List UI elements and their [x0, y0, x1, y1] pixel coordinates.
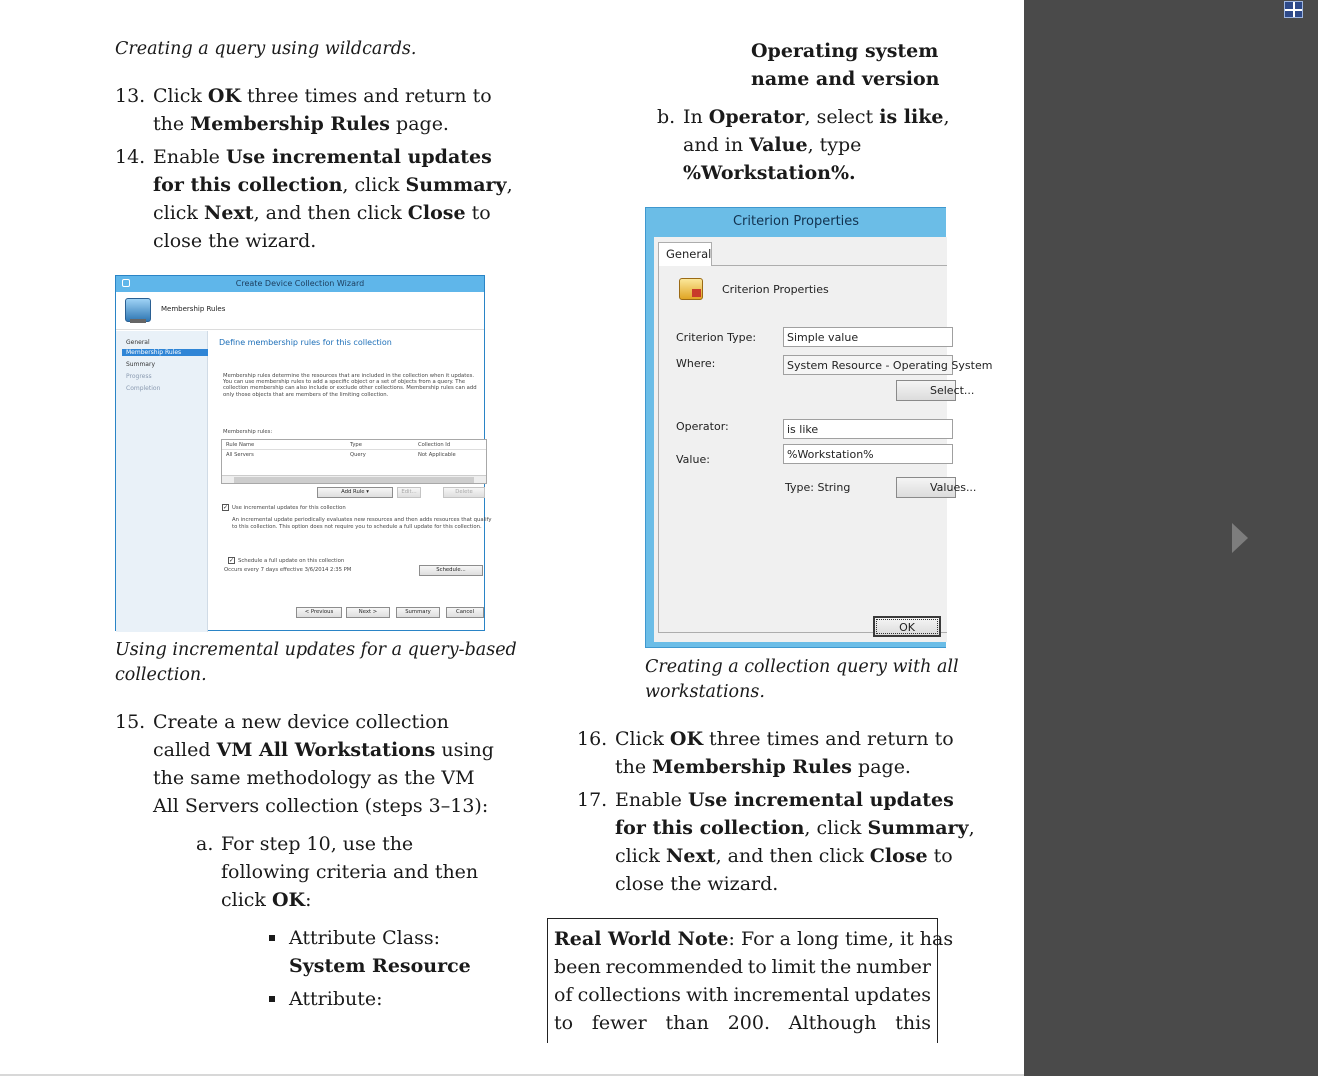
step-17-line-3: click Next, and then click Close to: [615, 845, 953, 867]
schedule-button[interactable]: Schedule...: [419, 565, 483, 576]
step-15a-line-2: following criteria and then: [221, 861, 479, 883]
incremental-updates-checkbox[interactable]: ✓: [223, 504, 229, 511]
table-cell[interactable]: Query: [350, 452, 366, 458]
viewer-background: [1024, 0, 1318, 1076]
note-line-4: to fewer than 200. Although this: [554, 1012, 931, 1034]
where-field[interactable]: System Resource - Operating System: [783, 355, 953, 375]
wizard-screenshot: [115, 275, 492, 631]
step-16-number: 16.: [577, 728, 608, 750]
step-14-line-2: for this collection, click Summary,: [153, 174, 513, 196]
query-criterion-icon: [679, 278, 703, 300]
step-15a-line-3: click OK:: [221, 889, 312, 911]
wizard-nav-progress: Progress: [126, 373, 152, 380]
wizard-header-title: Membership Rules: [161, 305, 226, 313]
wizard-nav-completion: Completion: [126, 385, 161, 392]
step-14-line-3: click Next, and then click Close to: [153, 202, 491, 224]
next-button[interactable]: Next >: [346, 607, 390, 618]
step-b-line-3: %Workstation%.: [683, 162, 856, 184]
step-17-number: 17.: [577, 789, 608, 811]
incremental-desc-2: to this collection. This option does not require you to schedule a full update for this collection.: [232, 524, 482, 530]
caption-wildcards: Creating a query using wildcards.: [115, 39, 417, 59]
membership-rules-label: Membership rules:: [223, 429, 273, 435]
step-b-line-1: In Operator, select is like,: [683, 106, 950, 128]
col-type[interactable]: Type: [350, 442, 362, 448]
caption-criterion-2: workstations.: [645, 682, 765, 702]
wizard-titlebar: [116, 276, 484, 292]
criterion-dialog-title: Criterion Properties: [732, 214, 860, 229]
type-string-label: Type: String: [785, 481, 851, 494]
step-14-line-1: Enable Use incremental updates: [153, 146, 492, 168]
summary-button[interactable]: Summary: [396, 607, 440, 618]
table-scrollbar[interactable]: [222, 475, 486, 483]
step-b-letter: b.: [657, 106, 676, 128]
step-13-line-2: the Membership Rules page.: [153, 113, 449, 135]
wizard-description: Membership rules determine the resources that are included in the collection when it updates. You can use membership rules to add a specific object or a set of objects from a query. The collection membership can also include or exclude other collections. Membership rules can add only those objects that are members of the limiting collection.: [223, 373, 477, 398]
step-17-line-4: close the wizard.: [615, 873, 779, 895]
where-label: Where:: [676, 357, 716, 370]
table-cell[interactable]: Not Applicable: [418, 452, 456, 458]
operator-select[interactable]: is like: [783, 419, 953, 439]
note-line-2: been recommended to limit the number: [554, 956, 931, 978]
heading-os-line-1: Operating system: [751, 40, 939, 62]
values-button[interactable]: Values...: [896, 477, 956, 498]
step-13-number: 13.: [115, 85, 146, 107]
bullet-attribute-class-value: System Resource: [289, 955, 471, 977]
edit-button[interactable]: Edit...: [397, 487, 421, 498]
wizard-title: Create Device Collection Wizard: [235, 279, 365, 288]
criterion-panel: [658, 265, 993, 633]
criterion-dialog-body: [654, 237, 993, 642]
step-15a-letter: a.: [196, 833, 214, 855]
heading-os-line-2: name and version: [751, 68, 940, 90]
value-label: Value:: [676, 453, 710, 466]
real-world-note: [547, 918, 954, 1043]
col-rule-name[interactable]: Rule Name: [226, 442, 255, 448]
step-15-line-3: the same methodology as the VM: [153, 767, 475, 789]
wizard-heading: Define membership rules for this collection: [219, 338, 392, 347]
add-rule-button[interactable]: Add Rule ▾: [317, 487, 393, 498]
criterion-dialog-screenshot: [645, 207, 993, 648]
select-button[interactable]: Select...: [896, 380, 956, 401]
wizard-nav-general[interactable]: General: [126, 339, 150, 346]
step-17-line-2: for this collection, click Summary,: [615, 817, 975, 839]
ok-button[interactable]: OK: [873, 616, 941, 637]
criterion-panel-title: Criterion Properties: [722, 283, 829, 296]
wizard-nav-membership-rules[interactable]: Membership Rules: [122, 349, 208, 356]
wizard-nav-summary[interactable]: Summary: [126, 361, 155, 368]
bullet-attribute-label: Attribute:: [289, 988, 383, 1010]
step-16-line-2: the Membership Rules page.: [615, 756, 911, 778]
schedule-description: Occurs every 7 days effective 3/6/2014 2:35 PM: [224, 567, 352, 573]
step-15-line-2: called VM All Workstations using: [153, 739, 494, 761]
computer-icon: [125, 298, 151, 322]
step-15-line-1: Create a new device collection: [153, 711, 449, 733]
step-16-line-1: Click OK three times and return to: [615, 728, 954, 750]
tab-general[interactable]: General: [658, 242, 712, 266]
wizard-header: [116, 292, 484, 330]
note-line-3: of collections with incremental updates: [554, 984, 931, 1006]
cancel-button[interactable]: Cancel: [446, 607, 484, 618]
criterion-type-select[interactable]: Simple value: [783, 327, 953, 347]
col-collection-id[interactable]: Collection Id: [418, 442, 451, 448]
caption-wizard-1: Using incremental updates for a query-based: [115, 640, 517, 660]
schedule-checkbox[interactable]: ✓: [229, 557, 235, 564]
step-15-number: 15.: [115, 711, 146, 733]
bullet-marker: [269, 996, 275, 1002]
bullet-marker: [269, 935, 275, 941]
previous-button[interactable]: < Previous: [296, 607, 342, 618]
table-header: [222, 440, 486, 450]
bullet-attribute-class-label: Attribute Class:: [289, 927, 440, 949]
scrollbar-thumb[interactable]: [234, 477, 474, 483]
incremental-desc-1: An incremental update periodically evaluates new resources and then adds resources that qualify: [232, 517, 492, 523]
next-page-arrow-icon[interactable]: [1232, 523, 1248, 553]
caption-wizard-2: collection.: [115, 665, 207, 685]
operator-label: Operator:: [676, 420, 729, 433]
step-b-line-2: and in Value, type: [683, 134, 862, 156]
window-grid-icon[interactable]: [1284, 1, 1303, 18]
step-13-line-1: Click OK three times and return to: [153, 85, 492, 107]
step-14-number: 14.: [115, 146, 146, 168]
step-15a-line-1: For step 10, use the: [221, 833, 414, 855]
delete-button[interactable]: Delete: [443, 487, 485, 498]
wizard-nav: [116, 331, 208, 632]
step-15-line-4: All Servers collection (steps 3–13):: [153, 795, 489, 817]
step-14-line-4: close the wizard.: [153, 230, 317, 252]
criterion-type-label: Criterion Type:: [676, 331, 757, 344]
value-input[interactable]: %Workstation%: [783, 444, 953, 464]
step-17-line-1: Enable Use incremental updates: [615, 789, 954, 811]
note-line-1: Real World Note: For a long time, it has: [554, 928, 954, 950]
incremental-updates-label: Use incremental updates for this collection: [232, 505, 346, 511]
table-cell[interactable]: All Servers: [226, 452, 254, 458]
schedule-label: Schedule a full update on this collection: [238, 558, 345, 564]
caption-criterion-1: Creating a collection query with all: [645, 657, 959, 677]
